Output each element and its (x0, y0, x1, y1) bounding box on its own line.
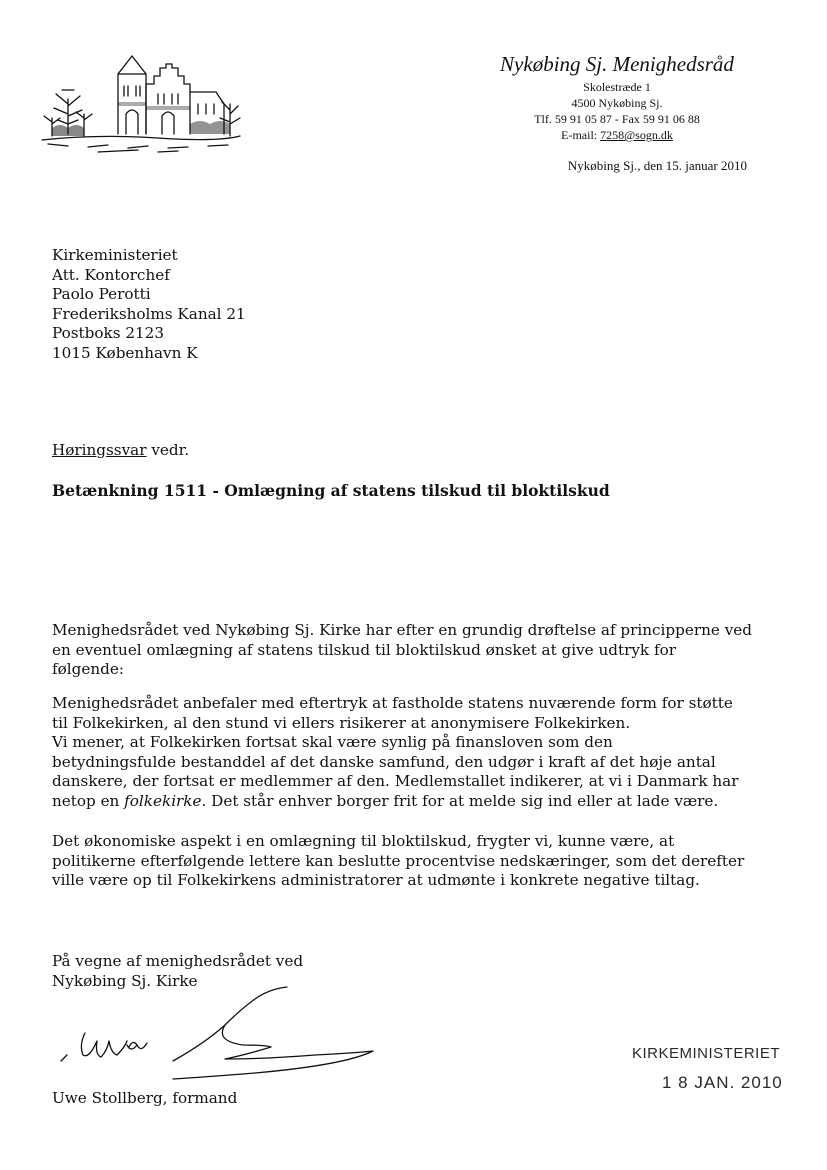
city-postcode: 4500 Nykøbing Sj. (571, 96, 663, 110)
subject-intro-underlined: Høringssvar (52, 441, 147, 459)
subject-title: Betænkning 1511 - Omlægning af statens tilskud til bloktilskud (52, 481, 610, 500)
paragraph-line: ville være op til Folkekirkens administratorer at udmønte i konkrete negative tiltag. (52, 871, 700, 889)
organization-name: Nykøbing Sj. Menighedsråd (500, 52, 734, 76)
paragraph-line: Menighedsrådet anbefaler med eftertryk at fastholde statens nuværende form for støtte (52, 694, 733, 712)
letterhead (467, 50, 767, 143)
recipient-address (52, 246, 246, 363)
paragraph-line: til Folkekirken, al den stund vi ellers risikerer at anonymisere Folkekirken. (52, 713, 631, 732)
church-drawing-icon (38, 44, 243, 156)
closing-line: Nykøbing Sj. Kirke (52, 971, 198, 990)
street-address: Skolestræde 1 (583, 80, 651, 94)
signer-name: Uwe Stollberg, formand (52, 1089, 238, 1107)
paragraph-2 (52, 694, 782, 811)
paragraph-text: Det står enhver borger frit for at melde sig ind eller at lade være. (206, 791, 719, 810)
address-line: 1015 København K (52, 343, 198, 362)
paragraph-line: Menighedsrådet ved Nykøbing Sj. Kirke har efter en grundig drøftelse af principperne ved (52, 621, 752, 639)
address-line: Postboks 2123 (52, 324, 164, 342)
received-stamp (632, 1045, 783, 1093)
paragraph-1 (52, 621, 782, 680)
address-line: Paolo Perotti (52, 285, 151, 303)
address-line: Kirkeministeriet (52, 246, 178, 264)
paragraph-line: en eventuel omlægning af statens tilskud til bloktilskud ønsket at give udtryk for (52, 640, 676, 659)
subject-intro-rest: vedr. (146, 441, 190, 459)
paragraph-line (52, 792, 782, 812)
letter-date: Nykøbing Sj., den 15. januar 2010 (567, 158, 747, 173)
paragraph-3 (52, 832, 782, 891)
paragraph-line: Det økonomiske aspekt i en omlægning til bloktilskud, frygter vi, kunne være, at (52, 832, 675, 850)
paragraph-line: følgende: (52, 660, 124, 678)
email-label: E-mail: (561, 128, 601, 142)
subject-intro (52, 441, 189, 461)
paragraph-line: Vi mener, at Folkekirken fortsat skal være synlig på finansloven som den (52, 733, 613, 751)
email-link[interactable]: 7258@sogn.dk (600, 128, 673, 142)
paragraph-text: netop en (52, 791, 125, 810)
stamp-organization: KIRKEMINISTERIET (632, 1045, 781, 1062)
stamp-date: 1 8 JAN. 2010 (662, 1073, 783, 1092)
handwritten-signature (55, 985, 385, 1095)
phone-fax: Tlf. 59 91 05 87 - Fax 59 91 06 88 (534, 112, 700, 126)
italic-term: folkekirke. (124, 791, 207, 810)
paragraph-line: politikerne efterfølgende lettere kan beslutte procentvise nedskæringer, som det derefter (52, 851, 745, 870)
paragraph-line: danskere, der fortsat er medlemmer af den. Medlemstallet indikerer, at vi i Danmark har (52, 772, 739, 790)
email-line (467, 127, 767, 143)
closing-line: På vegne af menighedsrådet ved (52, 952, 304, 970)
paragraph-line: betydningsfulde bestanddel af det danske samfund, den udgør i kraft af det høje antal (52, 752, 716, 771)
address-line: Att. Kontorchef (52, 265, 170, 284)
address-line: Frederiksholms Kanal 21 (52, 304, 246, 323)
